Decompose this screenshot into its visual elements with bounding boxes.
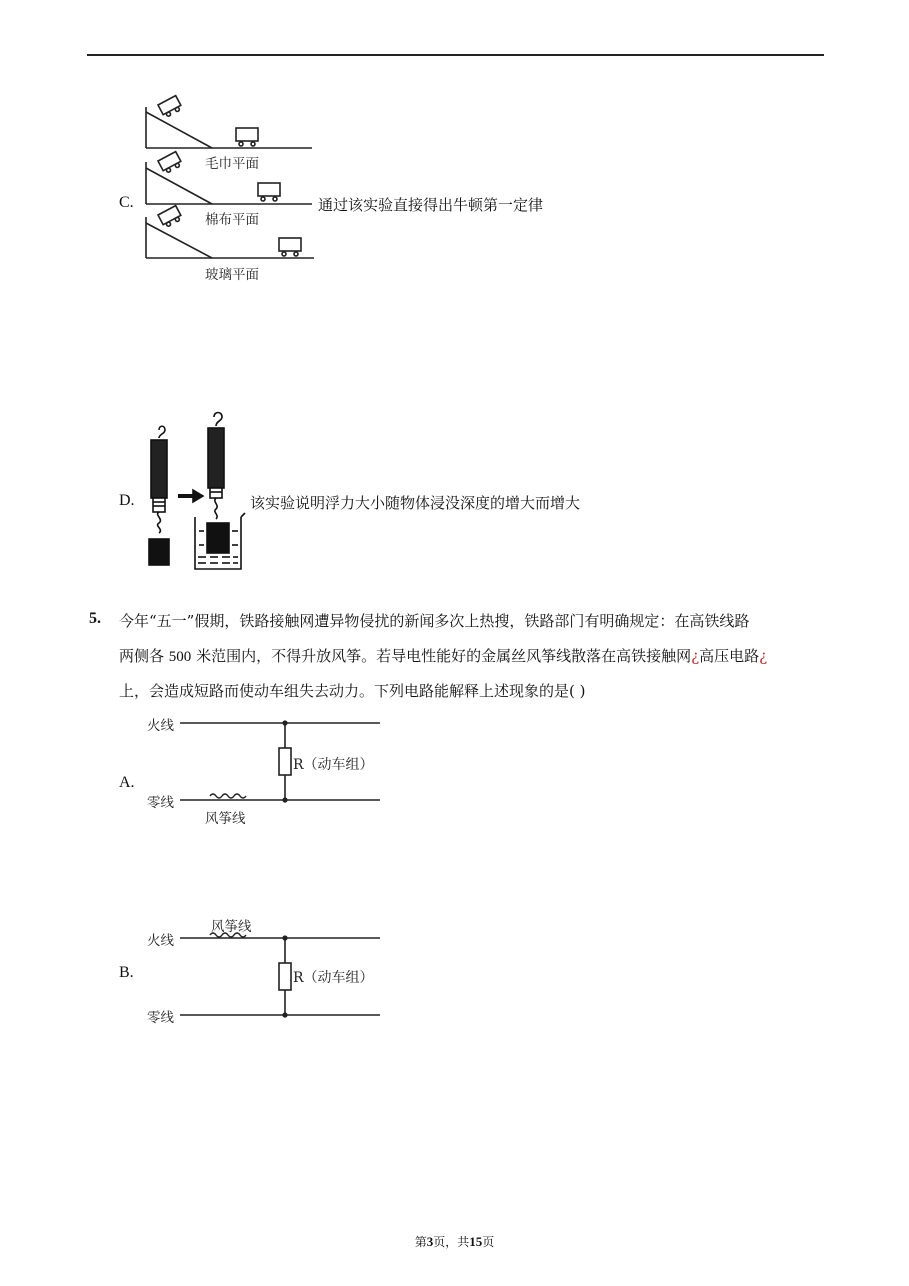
- footer-mid: 页，共: [433, 1235, 470, 1249]
- option-c-label: C.: [119, 194, 134, 211]
- question-number: 5.: [89, 610, 101, 627]
- inclined-plane-figure: [140, 95, 320, 285]
- circuit-b-resistor-label: R（动车组）: [293, 970, 374, 986]
- question-line-3-text: 上，会造成短路而使动车组失去动力。下列电路能解释上述现象的是: [119, 682, 570, 700]
- surface-label-towel: 毛巾平面: [205, 156, 259, 172]
- circuit-b-live-label: 火线: [147, 933, 174, 949]
- garbled-char-1: ¿: [691, 647, 700, 665]
- circuit-b-kite-label: 风筝线: [211, 919, 252, 935]
- circuit-a-diagram: [180, 715, 385, 810]
- footer-prefix: 第: [414, 1235, 427, 1249]
- answer-parentheses: ( ): [569, 682, 586, 700]
- surface-label-cotton: 棉布平面: [205, 212, 259, 228]
- circuit-a-live-label: 火线: [147, 718, 174, 734]
- question-line-2-part-b: 米范围内，不得升放风筝。若导电性能好的金属丝风筝线散落在高铁接触网: [196, 647, 692, 665]
- option-d-label: D.: [119, 492, 135, 509]
- question-line-2-part-c: 高压电路: [699, 647, 760, 665]
- footer-total-pages: 15: [469, 1234, 483, 1249]
- option-a-label: A.: [119, 774, 135, 791]
- footer-page-number: 3: [426, 1234, 434, 1249]
- circuit-b-neutral-label: 零线: [147, 1010, 174, 1026]
- footer-suffix: 页: [482, 1235, 495, 1249]
- question-line-2-part-a: 两侧各: [119, 647, 165, 665]
- header-rule: [87, 54, 824, 56]
- question-line-3: [119, 680, 586, 701]
- circuit-a-resistor-label: R（动车组）: [293, 757, 374, 773]
- option-d-text: 该实验说明浮力大小随物体浸没深度的增大而增大: [250, 494, 581, 512]
- garbled-char-2: ¿: [759, 647, 768, 665]
- circuit-b-diagram: [180, 928, 385, 1023]
- option-b-label: B.: [119, 964, 134, 981]
- question-line-1: 今年“五一”假期，铁路接触网遭异物侵扰的新闻多次上热搜，铁路部门有明确规定：在高铁线路: [119, 612, 750, 630]
- option-c-text: 通过该实验直接得出牛顿第一定律: [318, 196, 544, 214]
- spring-scale-figure: [140, 405, 250, 575]
- circuit-a-kite-label: 风筝线: [205, 811, 246, 827]
- question-line-2: [119, 645, 767, 666]
- surface-label-glass: 玻璃平面: [205, 267, 259, 283]
- page-footer: [0, 1233, 909, 1250]
- distance-value: 500: [168, 649, 192, 665]
- circuit-a-neutral-label: 零线: [147, 795, 174, 811]
